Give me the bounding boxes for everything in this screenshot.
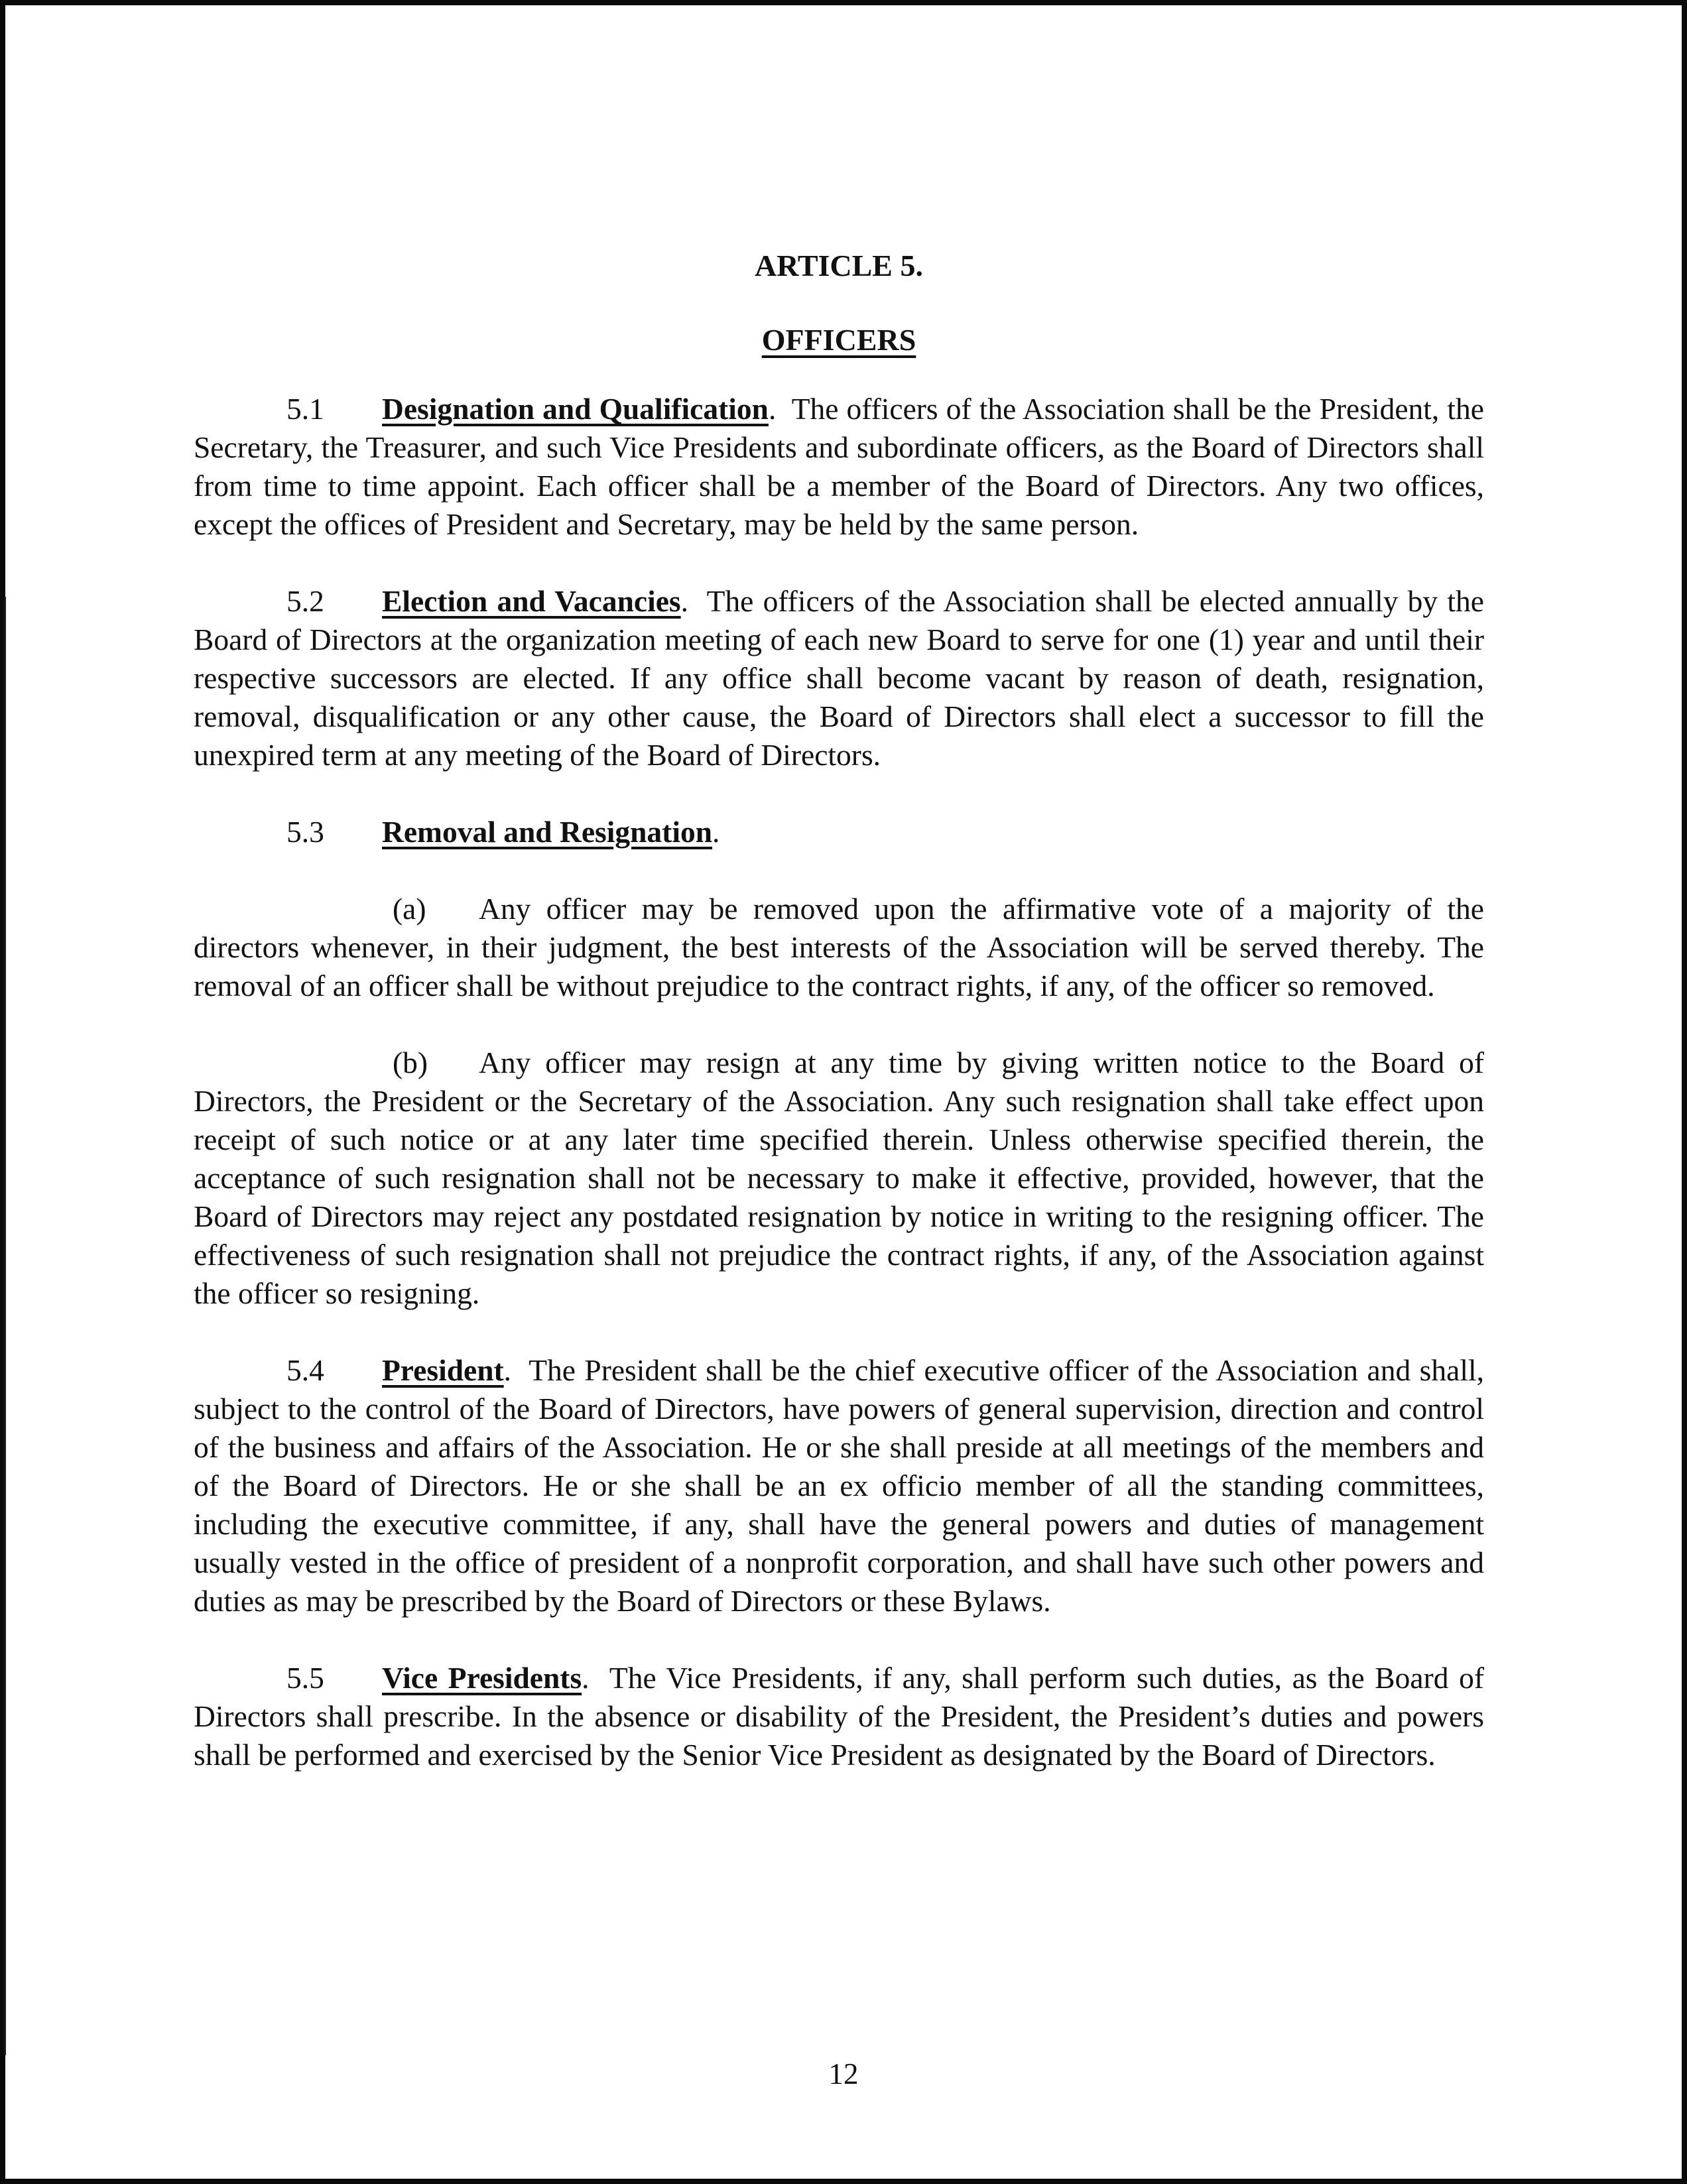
article-heading: ARTICLE 5. xyxy=(755,249,923,282)
section-5-5: 5.5 Vice Presidents. The Vice Presidents, if any, shall perform such duties, as the Board of Directors shall prescribe. In the absence or disability of the President, the President’s duties and powers shall be performed and exercised by the Senior Vice President as designated by the Board of Directors. xyxy=(194,1659,1484,1774)
section-text: The officers of the Association shall be the President, the Secretary, the Treasurer, and such Vice Presidents and subordinate officers, as the Board of Directors shall from time to time appoint. Each officer shall be a member of the Board of Directors. Any two offices, except the offices of President and Secretary, may be held by the same person. xyxy=(194,392,1484,541)
section-title: President xyxy=(382,1353,504,1387)
subsection-5-3-a xyxy=(194,890,1484,1005)
section-number: 5.4 xyxy=(286,1353,324,1387)
page-number: 12 xyxy=(828,2057,859,2091)
section-number: 5.1 xyxy=(286,392,324,426)
subsection-text: Any officer may be removed upon the affirmative vote of a majority of the directors whenever, in their judgment, the best interests of the Association will be served thereby. The removal of an officer shall be without prejudice to the contract rights, if any, of the officer so removed. xyxy=(194,892,1484,1002)
section-title: Removal and Resignation xyxy=(382,815,713,849)
section-text: The Vice Presidents, if any, shall perform such duties, as the Board of Directors shall prescribe. In the absence or disability of the President, the President’s duties and powers shall be performed and exercised by the Senior Vice President as designated by the Board of Directors. xyxy=(194,1661,1484,1772)
section-5-1: 5.1 Designation and Qualification. The officers of the Association shall be the President, the Secretary, the Treasurer, and such Vice Presidents and subordinate officers, as the Board of Directors shall from time to time appoint. Each officer shall be a member of the Board of Directors. Any two offices, except the offices of President and Secretary, may be held by the same person. xyxy=(194,390,1484,544)
section-text: The President shall be the chief executive officer of the Association and shall, subject to the control of the Board of Directors, have powers of general supervision, direction and control of the business and affairs of the Association. He or she shall preside at all meetings of the members and of the Board of Directors. He or she shall be an ex officio member of all the standing committees, including the executive committee, if any, shall have the general powers and duties of management usually vested in the office of president of a nonprofit corporation, and shall have such other powers and duties as may be prescribed by the Board of Directors or these Bylaws. xyxy=(194,1353,1484,1618)
subsection-5-3-b xyxy=(194,1044,1484,1313)
section-5-2: 5.2 Election and Vacancies. The officers of the Association shall be elected annually by the Board of Directors at the organization meeting of each new Board to serve for one (1) year and until their respective successors are elected. If any office shall become vacant by reason of death, resignation, removal, disqualification or any other cause, the Board of Directors shall elect a successor to fill the unexpired term at any meeting of the Board of Directors. xyxy=(194,582,1484,774)
section-title: Vice Presidents xyxy=(382,1661,582,1695)
article-title: OFFICERS xyxy=(761,323,916,357)
scan-edge-mark xyxy=(4,597,6,2055)
document-body xyxy=(194,247,1484,1813)
section-number: 5.3 xyxy=(286,815,324,849)
subsection-label: (a) xyxy=(393,892,426,926)
section-5-4: 5.4 President. The President shall be the chief executive officer of the Association and shall, subject to the control of the Board of Directors, have powers of general supervision, direction and control of the business and affairs of the Association. He or she shall preside at all meetings of the members and of the Board of Directors. He or she shall be an ex officio member of all the standing committees, including the executive committee, if any, shall have the general powers and duties of management usually vested in the office of president of a nonprofit corporation, and shall have such other powers and duties as may be prescribed by the Board of Directors or these Bylaws. xyxy=(194,1351,1484,1620)
section-number: 5.2 xyxy=(286,584,324,618)
section-title: Election and Vacancies xyxy=(382,584,681,618)
section-text: The officers of the Association shall be elected annually by the Board of Directors at the organization meeting of each new Board to serve for one (1) year and until their respective successors are elected. If any office shall become vacant by reason of death, resignation, removal, disqualification or any other cause, the Board of Directors shall elect a successor to fill the unexpired term at any meeting of the Board of Directors. xyxy=(194,584,1484,772)
subsection-text: Any officer may resign at any time by giving written notice to the Board of Directors, the President or the Secretary of the Association. Any such resignation shall take effect upon receipt of such notice or at any later time specified therein. Unless otherwise specified therein, the acceptance of such resignation shall not be necessary to make it effective, provided, however, that the Board of Directors may reject any postdated resignation by notice in writing to the resigning officer. The effectiveness of such resignation shall not prejudice the contract rights, if any, of the Association against the officer so resigning. xyxy=(194,1046,1484,1310)
section-number: 5.5 xyxy=(286,1661,324,1695)
subsection-label: (b) xyxy=(393,1046,428,1079)
section-5-3: 5.3 Removal and Resignation. xyxy=(194,813,1484,851)
section-title: Designation and Qualification xyxy=(382,392,769,426)
